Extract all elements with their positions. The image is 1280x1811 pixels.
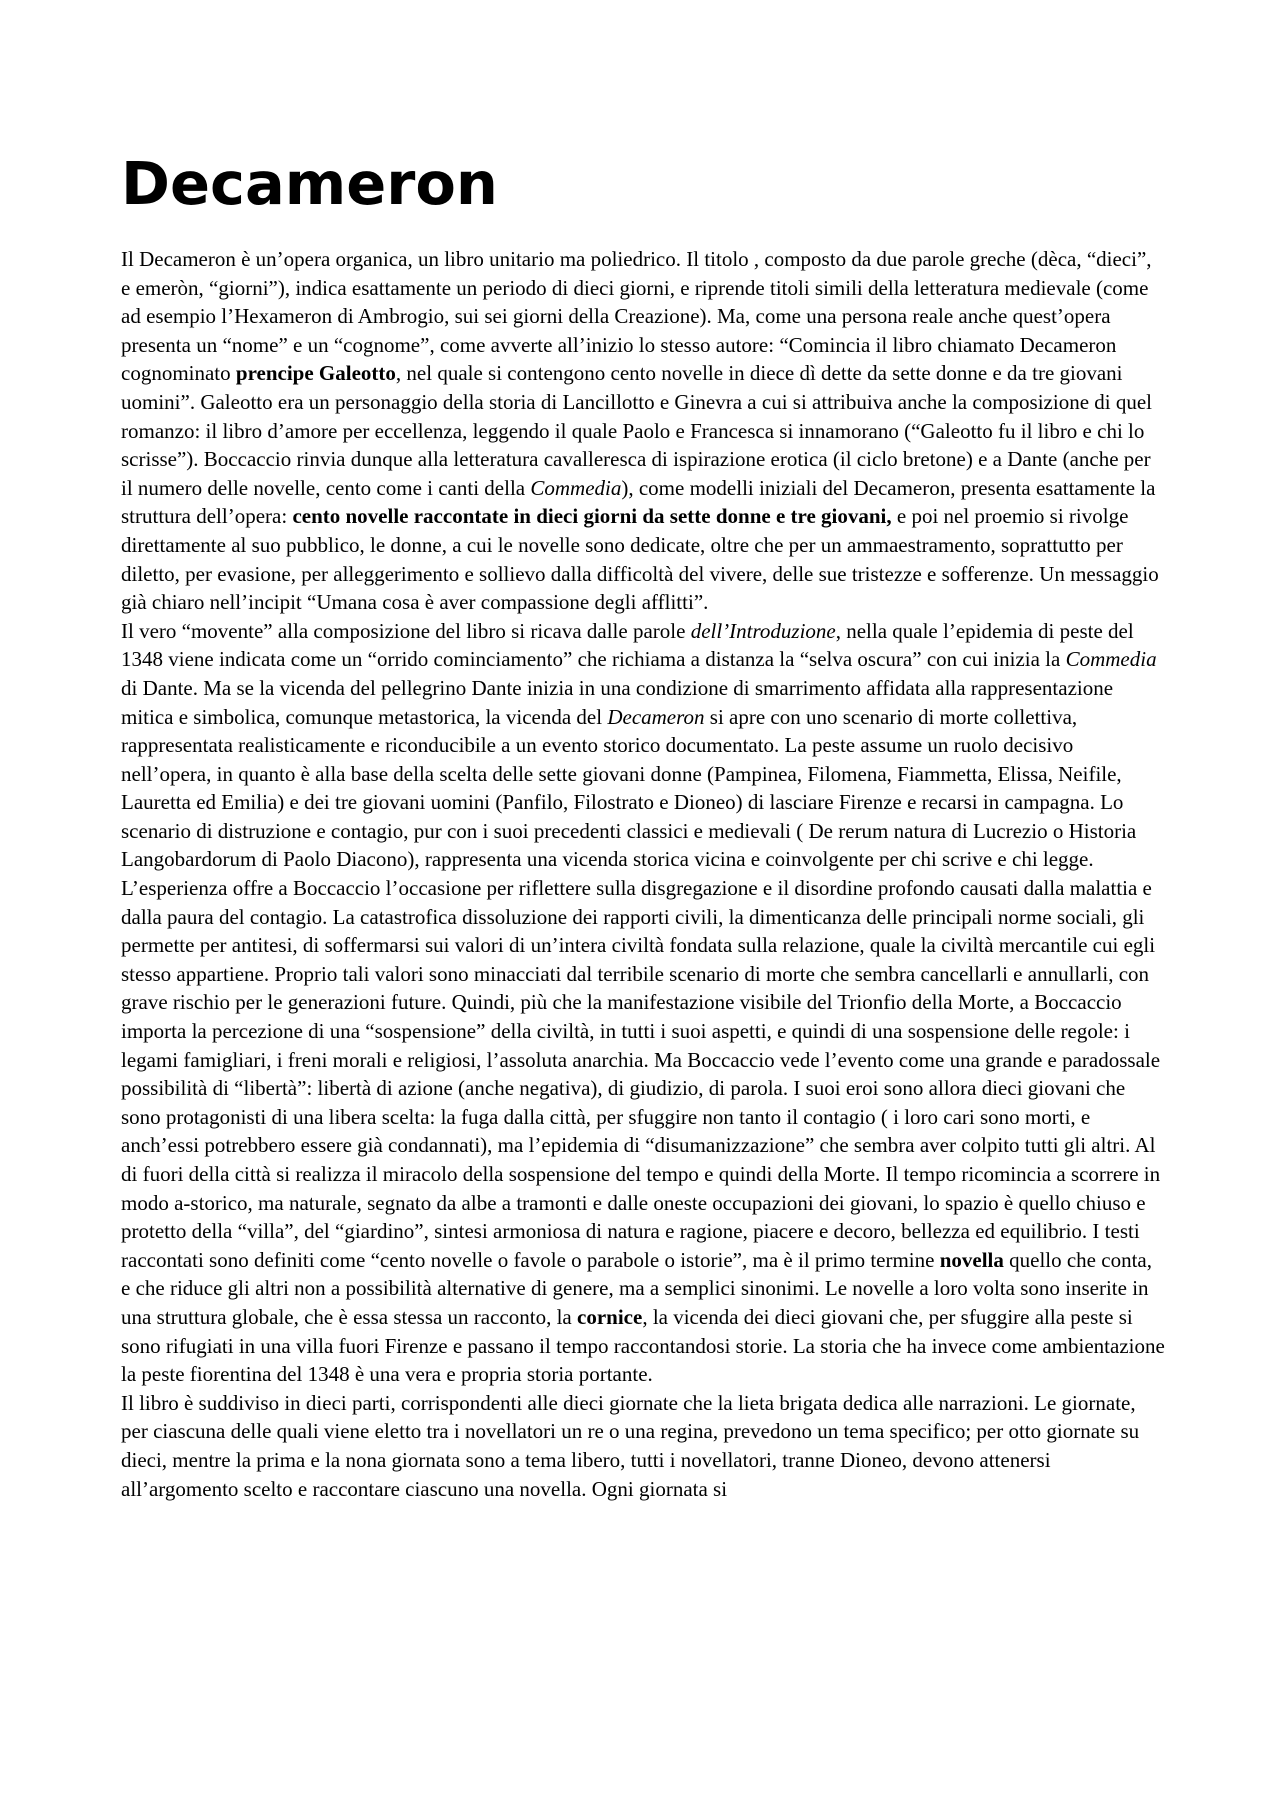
italic-text: dell’Introduzione [690, 618, 836, 643]
text-run: e poi nel proemio si rivolge direttamente al suo pubblico, le donne, a cui le novelle sono dedicate, oltre che per un ammaestramento, soprattutto per diletto, per evasione, per alleggerimento e sollievo dalla difficoltà del vivere, delle sue tristezze e sofferenze. Un messaggio già chiaro nell’incipit “Umana cosa è aver compassione degli afflitti”. [121, 504, 1159, 615]
text-run: , nel quale si contengono cento novelle in diece dì dette da sette donne e da tre giovani uomini”. Galeotto era un personaggio della storia di Lancillotto e Ginevra a cui si attribuiva anche la composizione di quel romanzo: il libro d’amore per eccellenza, leggendo il quale Paolo e Francesca si innamorano (“Galeotto fu il libro e chi lo scrisse”). Boccaccio rinvia dunque alla letteratura cavalleresca di ispirazione erotica (il ciclo bretone) e a Dante (anche per il numero delle novelle, cento come i canti della [121, 361, 1153, 500]
text-run: Il libro è suddiviso in dieci parti, corrispondenti alle dieci giornate che la lieta brigata dedica alle narrazioni. Le giornate, per ciascuna delle quali viene eletto tra i novellatori un re o una regina, prevedono un tema specifico; per otto giornate su dieci, mentre la prima e la nona giornata sono a tema libero, tutti i novellatori, tranne Dioneo, devono attenersi all’argomento scelto e raccontare ciascuno una novella. Ogni giornata si [121, 1390, 1140, 1501]
italic-text: Decameron [607, 704, 705, 729]
bold-text: novella [939, 1247, 1004, 1272]
text-run: si apre con uno scenario di morte collettiva, rappresentata realisticamente e riconducibile a un evento storico documentato. La peste assume un ruolo decisivo nell’opera, in quanto è alla base della scelta delle sette giovani donne (Pampinea, Filomena, Fiammetta, Elissa, Neifile, Lauretta ed Emilia) e dei tre giovani uomini (Panfilo, Filostrato e Dioneo) di lasciare Firenze e recarsi in campagna. Lo scenario di distruzione e contagio, pur con i suoi precedenti classici e medievali ( De rerum natura di Lucrezio o Historia Langobardorum di Paolo Diacono), rappresenta una vicenda storica vicina e coinvolgente per chi scrive e chi legge. L’esperienza offre a Boccaccio l’occasione per riflettere sulla disgregazione e il disordine profondo causati dalla malattia e dalla paura del contagio. La catastrofica dissoluzione dei rapporti civili, la dimenticanza delle principali norme sociali, gli permette per antitesi, di soffermarsi sui valori di un’intera civiltà fondata sulla relazione, quale la civiltà mercantile cui egli stesso appartiene. Proprio tali valori sono minacciati dal terribile scenario di morte che sembra cancellarli e annullarli, con grave rischio per le generazioni future. Quindi, più che la manifestazione visibile del Trionfio della Morte, a Boccaccio importa la percezione di una “sospensione” della civiltà, in tutti i suoi aspetti, e quindi di una sospensione delle regole: i legami famigliari, i freni morali e religiosi, l’assoluta anarchia. Ma Boccaccio vede l’evento come una grande e paradossale possibilità di “libertà”: libertà di azione (anche negativa), di giudizio, di parola. I suoi eroi sono allora dieci giovani che sono protagonisti di una libera scelta: la fuga dalla città, per sfuggire non tanto il contagio ( i loro cari sono morti, e anch’essi potrebbero essere già condannati), ma l’epidemia di “disumanizzazione” che sembra aver colpito tutti gli altri. Al di fuori della città si realizza il miracolo della sospensione del tempo e quindi della Morte. Il tempo ricomincia a scorrere in modo a-storico, ma naturale, segnato da albe a tramonti e dalle oneste occupazioni dei giovani, lo spazio è quello chiuso e protetto della “villa”, del “giardino”, sintesi armoniosa di natura e ragione, piacere e decoro, bellezza ed equilibrio. I testi raccontati sono definiti come “cento novelle o favole o parabole o istorie”, ma è il primo termine [121, 704, 1161, 1272]
page-title: Decameron [121, 149, 498, 218]
text-run: di Dante. Ma se la vicenda del pellegrino Dante inizia in una condizione di smarrimento affidata alla rappresentazione mitica e simbolica, comunque metastorica, la vicenda del [121, 675, 1114, 729]
bold-text: prencipe Galeotto [235, 361, 396, 386]
text-run: Il Decameron è un’opera organica, un libro unitario ma poliedrico. Il titolo , composto da due parole greche (dèca, “dieci”, e emeròn, “giorni”), indica esattamente un periodo di dieci giorni, e riprende titoli simili della letteratura medievale (come ad esempio l’Hexameron di Ambrogio, sui sei giorni della Creazione). Ma, come una persona reale anche quest’opera presenta un “nome” e un “cognome”, come avverte all’inizio lo stesso autore: “Comincia il libro chiamato Decameron cognominato [121, 247, 1152, 386]
italic-text: Commedia [530, 475, 622, 500]
bold-text: cornice [577, 1304, 643, 1329]
text-run: , nella quale l’epidemia di peste del 1348 viene indicata come un “orrido cominciamento” che richiama a distanza la “selva oscura” con cui inizia la [121, 618, 1134, 672]
text-run: ), come modelli iniziali del Decameron, presenta esattamente la struttura dell’opera: [121, 475, 1156, 529]
document-body [121, 245, 1166, 1503]
paragraph [121, 245, 1166, 617]
paragraph [121, 1389, 1166, 1503]
text-run: Il vero “movente” alla composizione del libro si ricava dalle parole [121, 618, 691, 643]
text-run: quello che conta, e che riduce gli altri non a possibilità alternative di genere, ma a semplici sinonimi. Le novelle a loro volta sono inserite in una struttura globale, che è essa stessa un racconto, la [121, 1247, 1152, 1329]
italic-text: Commedia [1065, 647, 1157, 672]
paragraph [121, 617, 1166, 1389]
bold-text: cento novelle raccontate in dieci giorni da sette donne e tre giovani, [292, 504, 892, 529]
text-run: , la vicenda dei dieci giovani che, per sfuggire alla peste si sono rifugiati in una villa fuori Firenze e passano il tempo raccontandosi storie. La storia che ha invece come ambientazione la peste fiorentina del 1348 è una vera e propria storia portante. [121, 1304, 1165, 1387]
